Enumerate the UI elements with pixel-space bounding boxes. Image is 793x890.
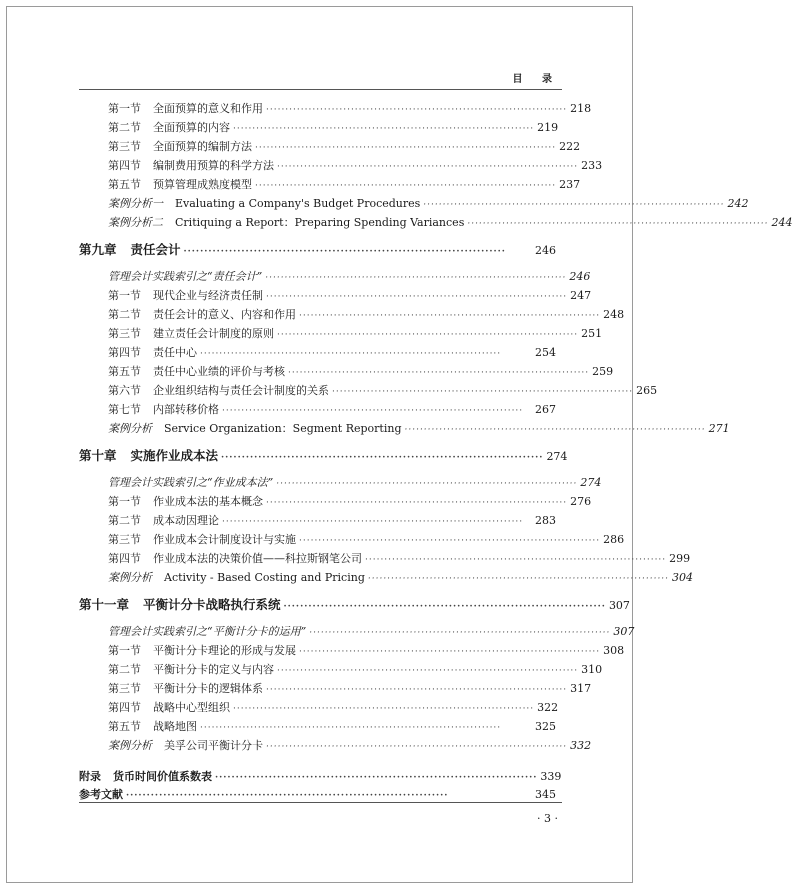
- entry-label: 第二节: [108, 121, 141, 134]
- toc-entry[interactable]: 第二节 责任会计的意义、内容和作用 ·············································································· 248: [108, 308, 625, 321]
- chapter-label: 第九章: [79, 242, 117, 257]
- chapter-label: 第十章: [79, 448, 117, 463]
- entry-page: 271: [708, 422, 730, 435]
- toc-entry[interactable]: 第二节 平衡计分卡的定义与内容 ·············································································· 310: [108, 663, 603, 676]
- entry-title: Activity - Based Costing and Pricing: [164, 571, 365, 584]
- toc-entry[interactable]: 第四节 战略中心型组织 ·············································································· 322: [108, 701, 559, 714]
- entry-title: 内部转移价格: [153, 403, 219, 416]
- entry-title: Critiquing a Report：Preparing Spending Variances: [175, 216, 465, 229]
- chapter-label: 第十一章: [79, 597, 130, 612]
- entry-page: 222: [559, 140, 581, 153]
- toc-entry[interactable]: 第四节 编制费用预算的科学方法 ·············································································· 233: [108, 159, 603, 172]
- entry-label: 案例分析一: [108, 197, 163, 210]
- toc-entry[interactable]: 第一节 平衡计分卡理论的形成与发展 ·············································································· 308: [108, 644, 625, 657]
- header-rule: [79, 89, 562, 90]
- entry-title: 责任中心业绩的评价与考核: [153, 365, 285, 378]
- toc-entry[interactable]: 案例分析 Service Organization：Segment Reporting ·············································································· 271: [108, 422, 730, 435]
- entry-title: 建立责任会计制度的原则: [153, 327, 274, 340]
- entry-page: 219: [537, 121, 559, 134]
- entry-page: 299: [669, 552, 691, 565]
- entry-label: 第四节: [108, 346, 141, 359]
- entry-label: 第二节: [108, 308, 141, 321]
- toc-entry[interactable]: 案例分析一 Evaluating a Company's Budget Procedures ·············································································· 242: [108, 197, 749, 210]
- toc-entry[interactable]: 第二节 成本动因理论 ·············································································· 283: [108, 514, 556, 527]
- entry-title: 美孚公司平衡计分卡: [164, 739, 263, 752]
- entry-title: 责任会计的意义、内容和作用: [153, 308, 296, 321]
- toc-entry[interactable]: 管理会计实践索引之“作业成本法” ·············································································· 274: [108, 476, 602, 489]
- entry-title: 作业成本会计制度设计与实施: [153, 533, 296, 546]
- references-page: 345: [535, 788, 556, 801]
- entry-title: 编制费用预算的科学方法: [153, 159, 274, 172]
- entry-page: 233: [581, 159, 603, 172]
- entry-page: 283: [535, 514, 556, 527]
- entry-page: 274: [580, 476, 602, 489]
- references-title: 参考文献: [79, 788, 123, 801]
- entry-label: 第三节: [108, 682, 141, 695]
- entry-label: 第七节: [108, 403, 141, 416]
- toc-references[interactable]: 参考文献 ·············································································· 345: [79, 788, 556, 801]
- chapter-page: 246: [535, 244, 556, 257]
- entry-page: 307: [613, 625, 635, 638]
- entry-page: 332: [570, 739, 592, 752]
- entry-title: 管理会计实践索引之“责任会计”: [108, 270, 263, 283]
- entry-page: 286: [603, 533, 625, 546]
- entry-title: 全面预算的内容: [153, 121, 230, 134]
- entry-label: 第一节: [108, 644, 141, 657]
- entry-page: 325: [535, 720, 556, 733]
- toc-entry[interactable]: 第四节 责任中心 ·············································································· 254: [108, 346, 556, 359]
- toc-entry[interactable]: 案例分析 Activity - Based Costing and Pricing ·············································································· 304: [108, 571, 694, 584]
- toc-chapter[interactable]: 第十一章 平衡计分卡战略执行系统 ·············································································· 307: [79, 597, 630, 612]
- toc-entry[interactable]: 第三节 平衡计分卡的逻辑体系 ·············································································· 317: [108, 682, 592, 695]
- toc-entry[interactable]: 第一节 作业成本法的基本概念 ·············································································· 276: [108, 495, 592, 508]
- toc-entry[interactable]: 第五节 战略地图 ·············································································· 325: [108, 720, 556, 733]
- entry-title: 作业成本法的决策价值——科拉斯钢笔公司: [153, 552, 362, 565]
- entry-title: Service Organization：Segment Reporting: [164, 422, 402, 435]
- toc-chapter[interactable]: 第九章 责任会计 ·············································································· 246: [79, 242, 556, 257]
- entry-label: 第五节: [108, 365, 141, 378]
- toc-entry[interactable]: 第五节 预算管理成熟度模型 ·············································································· 237: [108, 178, 581, 191]
- entry-label: 案例分析: [108, 422, 152, 435]
- chapter-title: 责任会计: [130, 242, 181, 257]
- entry-title: 管理会计实践索引之“平衡计分卡的运用”: [108, 625, 307, 638]
- entry-title: 现代企业与经济责任制: [153, 289, 263, 302]
- entry-title: 平衡计分卡理论的形成与发展: [153, 644, 296, 657]
- entry-title: 平衡计分卡的逻辑体系: [153, 682, 263, 695]
- entry-page: 242: [727, 197, 749, 210]
- entry-page: 304: [672, 571, 694, 584]
- entry-label: 第一节: [108, 289, 141, 302]
- entry-label: 第三节: [108, 140, 141, 153]
- entry-title: 作业成本法的基本概念: [153, 495, 263, 508]
- entry-page: 308: [603, 644, 625, 657]
- entry-label: 第四节: [108, 552, 141, 565]
- entry-title: 责任中心: [153, 346, 197, 359]
- appendix-page: 339: [540, 770, 562, 783]
- entry-label: 第六节: [108, 384, 141, 397]
- entry-page: 265: [636, 384, 658, 397]
- toc-entry[interactable]: 第三节 建立责任会计制度的原则 ·············································································· 251: [108, 327, 603, 340]
- entry-label: 第四节: [108, 159, 141, 172]
- toc-entry[interactable]: 第四节 作业成本法的决策价值——科拉斯钢笔公司 ·············································································· 299: [108, 552, 691, 565]
- entry-title: 全面预算的意义和作用: [153, 102, 263, 115]
- toc-entry[interactable]: 第七节 内部转移价格 ·············································································· 267: [108, 403, 556, 416]
- entry-title: 全面预算的编制方法: [153, 140, 252, 153]
- entry-label: 第二节: [108, 514, 141, 527]
- entry-page: 267: [535, 403, 556, 416]
- toc-appendix[interactable]: 附录 货币时间价值系数表 ·············································································· 339: [79, 770, 562, 783]
- entry-page: 259: [592, 365, 614, 378]
- entry-label: 第五节: [108, 178, 141, 191]
- toc-entry[interactable]: 第三节 全面预算的编制方法 ·············································································· 222: [108, 140, 581, 153]
- entry-label: 案例分析二: [108, 216, 163, 229]
- entry-page: 251: [581, 327, 603, 340]
- entry-page: 237: [559, 178, 581, 191]
- toc-chapter[interactable]: 第十章 实施作业成本法 ·············································································· 274: [79, 448, 568, 463]
- chapter-page: 307: [608, 599, 630, 612]
- entry-label: 案例分析: [108, 571, 152, 584]
- entry-label: 第二节: [108, 663, 141, 676]
- entry-page: 244: [771, 216, 793, 229]
- entry-label: 第一节: [108, 102, 141, 115]
- entry-label: 第三节: [108, 327, 141, 340]
- entry-title: 管理会计实践索引之“作业成本法”: [108, 476, 274, 489]
- entry-label: 第四节: [108, 701, 141, 714]
- entry-title: 预算管理成熟度模型: [153, 178, 252, 191]
- entry-title: 成本动因理论: [153, 514, 219, 527]
- chapter-page: 274: [546, 450, 568, 463]
- toc-entry[interactable]: 管理会计实践索引之“平衡计分卡的运用” ·············································································· 307: [108, 625, 635, 638]
- entry-label: 第三节: [108, 533, 141, 546]
- entry-title: 企业组织结构与责任会计制度的关系: [153, 384, 329, 397]
- entry-page: 218: [570, 102, 592, 115]
- toc-entry[interactable]: 第五节 责任中心业绩的评价与考核 ·············································································· 259: [108, 365, 614, 378]
- entry-page: 310: [581, 663, 603, 676]
- toc-entry[interactable]: 案例分析 美孚公司平衡计分卡 ·············································································· 332: [108, 739, 592, 752]
- entry-page: 322: [537, 701, 559, 714]
- entry-label: 第五节: [108, 720, 141, 733]
- appendix-label: 附录: [79, 770, 101, 783]
- entry-page: 248: [603, 308, 625, 321]
- chapter-title: 实施作业成本法: [130, 448, 219, 463]
- entry-label: 案例分析: [108, 739, 152, 752]
- entry-page: 246: [569, 270, 591, 283]
- entry-title: 平衡计分卡的定义与内容: [153, 663, 274, 676]
- entry-title: 战略中心型组织: [153, 701, 230, 714]
- entry-page: 247: [570, 289, 592, 302]
- footer-rule: [79, 802, 562, 803]
- chapter-title: 平衡计分卡战略执行系统: [143, 597, 281, 612]
- entry-title: 战略地图: [153, 720, 197, 733]
- toc-entry[interactable]: 第二节 全面预算的内容 ·············································································· 219: [108, 121, 559, 134]
- entry-title: Evaluating a Company's Budget Procedures: [175, 197, 421, 210]
- toc-entry[interactable]: 第一节 现代企业与经济责任制 ·············································································· 247: [108, 289, 592, 302]
- running-header-title: 目 录: [512, 74, 560, 85]
- toc-entry[interactable]: 第一节 全面预算的意义和作用 ·············································································· 218: [108, 102, 592, 115]
- toc-entry[interactable]: 第六节 企业组织结构与责任会计制度的关系 ·············································································· 265: [108, 384, 658, 397]
- entry-page: 317: [570, 682, 592, 695]
- appendix-title: 货币时间价值系数表: [113, 770, 212, 783]
- entry-label: 第一节: [108, 495, 141, 508]
- entry-page: 254: [535, 346, 556, 359]
- entry-page: 276: [570, 495, 592, 508]
- toc-entry[interactable]: 案例分析二 Critiquing a Report：Preparing Spending Variances ·············································································· 244: [108, 216, 793, 229]
- toc-entry[interactable]: 管理会计实践索引之“责任会计” ·············································································· 246: [108, 270, 591, 283]
- toc-entry[interactable]: 第三节 作业成本会计制度设计与实施 ·············································································· 286: [108, 533, 625, 546]
- page-number: · 3 ·: [537, 812, 558, 825]
